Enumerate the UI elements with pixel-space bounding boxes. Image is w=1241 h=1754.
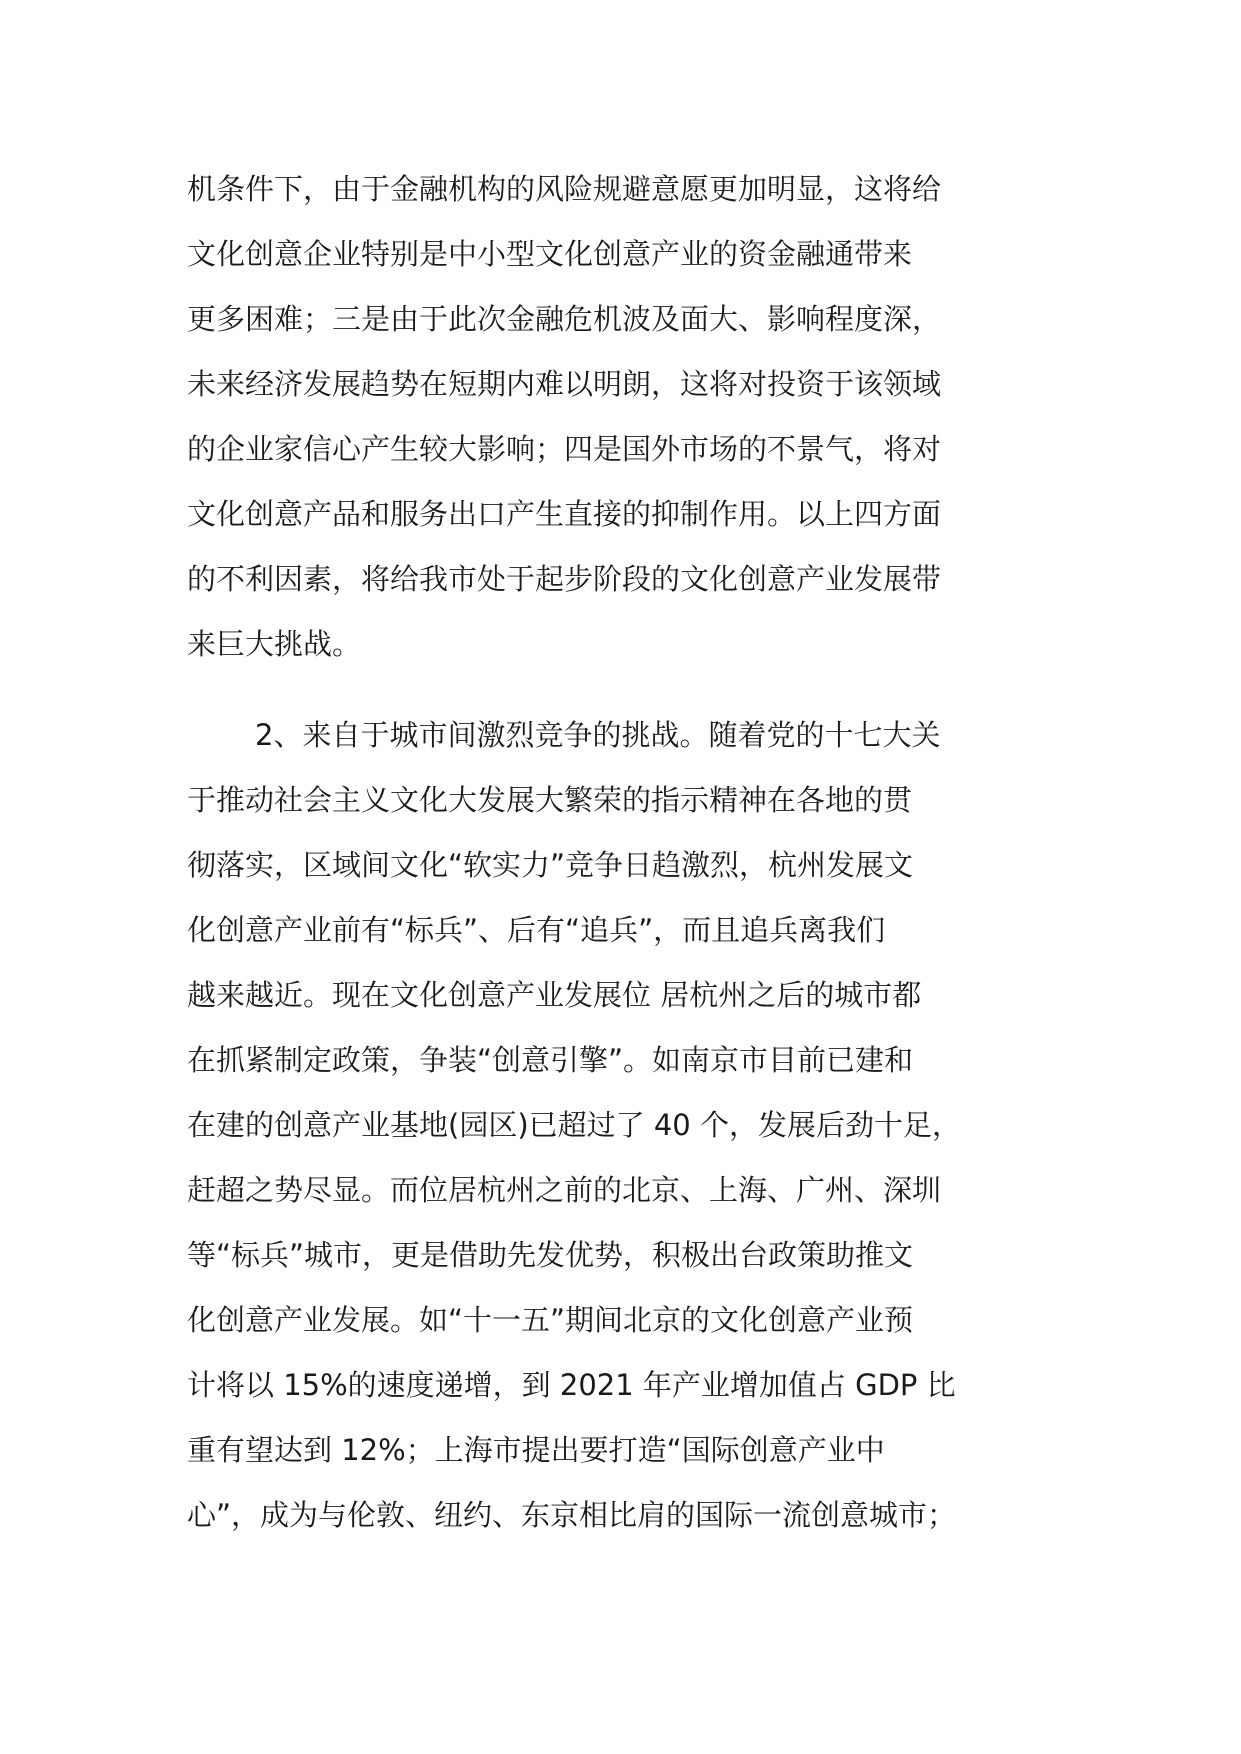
text-line: 来巨大挑战。: [187, 627, 362, 661]
text-line: 在抓紧制定政策，争装“创意引擎”。如南京市目前已建和: [187, 1043, 914, 1077]
text-line: 未来经济发展趋势在短期内难以明朗，这将对投资于该领域: [187, 367, 942, 401]
text-line: 文化创意企业特别是中小型文化创意产业的资金融通带来: [187, 237, 913, 271]
text-line: 更多困难；三是由于此次金融危机波及面大、影响程度深，: [187, 302, 942, 336]
text-line: 重有望达到 12%；上海市提出要打造“国际创意产业中: [187, 1433, 885, 1467]
text-line: 化创意产业发展。如“十一五”期间北京的文化创意产业预: [187, 1303, 914, 1337]
text-line: 在建的创意产业基地(园区)已超过了 40 个，发展后劲十足，: [187, 1108, 961, 1142]
text-line: 计将以 15%的速度递增，到 2021 年产业增加值占 GDP 比: [187, 1368, 956, 1402]
text-line: 等“标兵”城市，更是借助先发优势，积极出台政策助推文: [187, 1238, 914, 1272]
text-line: 彻落实，区域间文化“软实力”竞争日趋激烈，杭州发展文: [187, 848, 914, 882]
text-line: 赶超之势尽显。而位居杭州之前的北京、上海、广州、深圳: [187, 1173, 942, 1207]
text-line: 于推动社会主义文化大发展大繁荣的指示精神在各地的贯: [187, 783, 913, 817]
text-line: 心”，成为与伦敦、纽约、东京相比肩的国际一流创意城市；: [187, 1498, 957, 1532]
text-line: 的企业家信心产生较大影响；四是国外市场的不景气，将对: [187, 432, 942, 466]
text-line: 2、来自于城市间激烈竞争的挑战。随着党的十七大关: [255, 718, 941, 752]
text-line: 机条件下，由于金融机构的风险规避意愿更加明显，这将给: [187, 172, 942, 206]
text-line: 的不利因素，将给我市处于起步阶段的文化创意产业发展带: [187, 562, 942, 596]
text-line: 越来越近。现在文化创意产业发展位 居杭州之后的城市都: [187, 978, 922, 1012]
text-line: 化创意产业前有“标兵”、后有“追兵”，而且追兵离我们: [187, 913, 886, 947]
text-line: 文化创意产品和服务出口产生直接的抑制作用。以上四方面: [187, 497, 942, 531]
